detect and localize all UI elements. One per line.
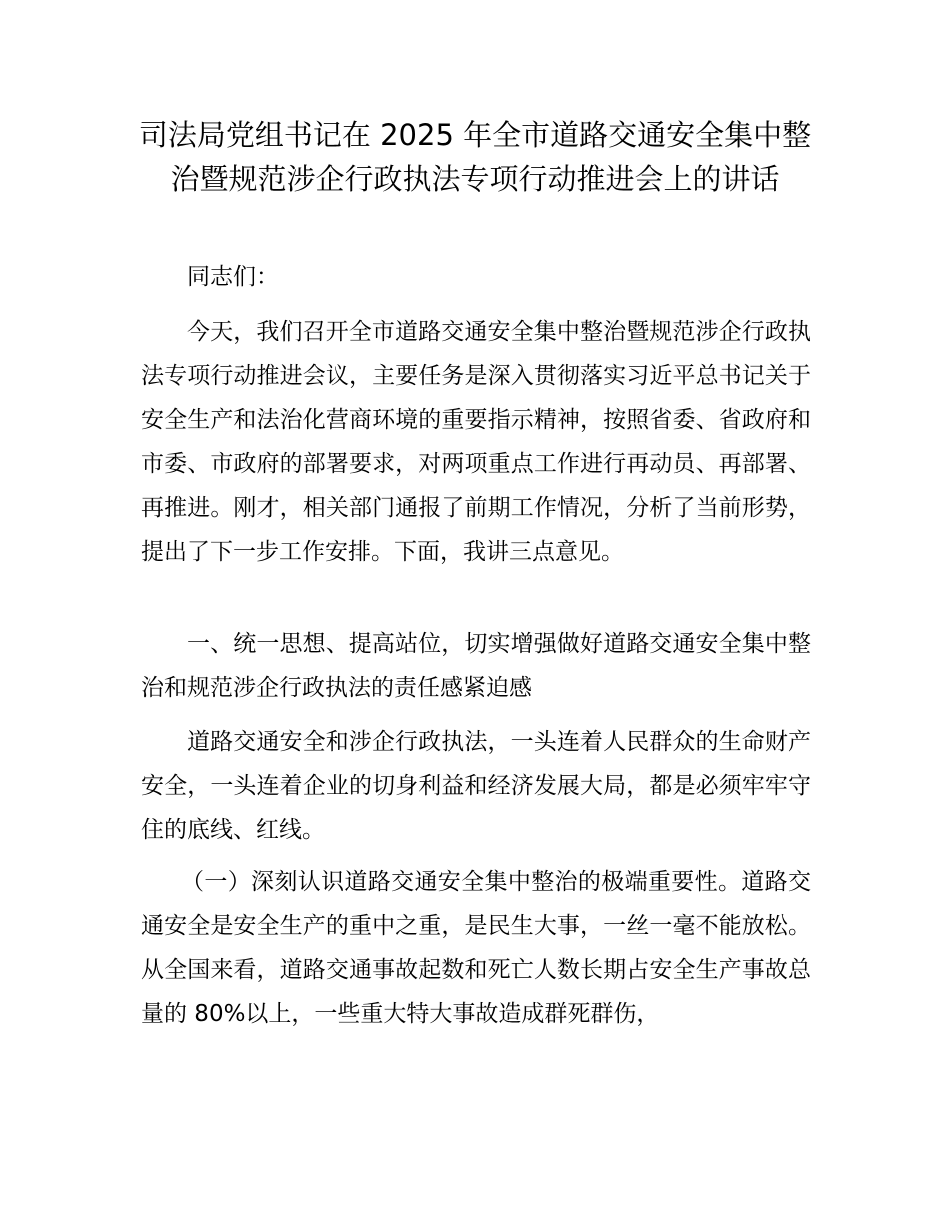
opening-paragraph: 今天，我们召开全市道路交通安全集中整治暨规范涉企行政执法专项行动推进会议，主要任务是深入贯彻落实习近平总书记关于安全生产和法治化营商环境的重要指示精神，按照省委、省政府和市委、市政府的部署要求，对两项重点工作进行再动员、再部署、再推进。刚才，相关部门通报了前期工作情况，分析了当前形势，提出了下一步工作安排。下面，我讲三点意见。: [141, 319, 811, 565]
subsection-paragraph-1: （一）深刻认识道路交通安全集中整治的极端重要性。道路交通安全是安全生产的重中之重，是民生大事，一丝一毫不能放松。从全国来看，道路交通事故起数和死亡人数长期占安全生产事故总量的 80%以上，一些重大特大事故造成群死群伤，: [141, 869, 811, 1027]
document-title: 司法局党组书记在 2025 年全市道路交通安全集中整治暨规范涉企行政执法专项行动推进会上的讲话: [138, 118, 812, 196]
section-heading-1: 一、统一思想、提高站位，切实增强做好道路交通安全集中整治和规范涉企行政执法的责任感紧迫感: [141, 631, 811, 701]
section-intro-paragraph: 道路交通安全和涉企行政执法，一头连着人民群众的生命财产安全，一头连着企业的切身利益和经济发展大局，都是必须牢牢守住的底线、红线。: [141, 729, 811, 843]
salutation: 同志们：: [187, 264, 279, 290]
